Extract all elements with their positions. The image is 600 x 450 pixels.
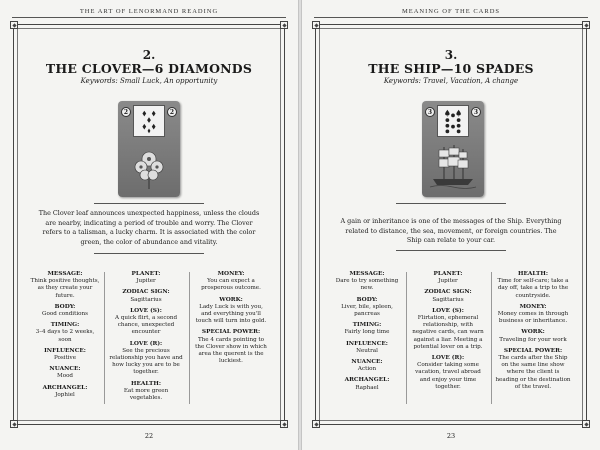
attribute-value: Liver, bile, spleen, pancreas [341,303,393,318]
card-number-heading: 2. [142,48,156,62]
card-keywords: Keywords: Small Luck, An opportunity [80,77,218,85]
corner-ornament [582,420,590,428]
column-divider [491,272,492,404]
sailing-ship-icon [428,141,478,191]
attributes-column [193,271,269,365]
attribute-label: TIMING: [50,322,80,329]
attribute-label: LOVE (R): [129,340,163,347]
card-number-badge: 2 [121,107,131,117]
diamond-icon [134,106,164,136]
corner-ornament [10,21,18,29]
attribute-value: Jupiter [136,278,156,285]
ship-card-image [422,101,484,197]
column-divider [406,272,407,404]
attribute-label: BODY: [54,303,76,310]
card-title: THE CLOVER—6 DIAMONDS [45,61,253,76]
attribute-label: ZODIAC SIGN: [424,289,472,296]
attribute-value: Lady Luck is with you, and everything you'll touch will turn into gold. [195,303,267,325]
attribute-value: Money comes in through business or inheritance. [497,311,569,325]
running-head [302,8,600,15]
attribute-value: Consider taking some vacation, travel abroad and enjoy your time together. [415,362,481,390]
attribute-value: Traveling for your work [499,336,567,343]
attribute-label: WORK: [219,296,243,303]
corner-ornament [280,21,288,29]
attribute-label: BODY: [356,296,378,303]
attribute-value: Good conditions [42,311,88,318]
attribute-value: Sagittarius [432,296,464,303]
attribute-value: The cards after the Ship on the same line show where the client is heading or the destination of the travel. [495,355,571,390]
attribute-label: HEALTH: [131,380,161,387]
page-number: 22 [144,432,154,440]
running-head-text: THE ART OF LENORMAND READING [79,8,219,15]
column-divider [189,272,190,404]
card-number-badge: 2 [167,107,177,117]
playing-card-inset [437,105,469,137]
right-page [302,0,600,450]
attribute-value: Flirtation, ephemeral relationship, with negative cards, can warn against a liar. Meeting a potential lover on a trip. [412,315,484,350]
attribute-label: ARCHANGEL: [42,384,88,391]
attribute-value: Mood [56,373,74,380]
attribute-value: Fairly long time [344,329,390,336]
attribute-label: NUANCE: [351,359,383,366]
clover-card-image [118,101,180,197]
attributes-column [332,271,402,392]
divider-rule [94,253,204,254]
card-title: THE SHIP—10 SPADES [368,61,534,76]
attribute-value: Action [357,366,377,373]
attribute-value: Sagittarius [130,296,162,303]
card-number-badge: 3 [471,107,481,117]
attribute-value: Dare to try something new. [335,278,399,292]
attribute-label: TIMING: [352,322,382,329]
attribute-value: Jupiter [438,278,458,285]
attribute-label: LOVE (S): [130,307,162,314]
attribute-value: A quick flirt, a second chance, unexpected encounter [114,315,178,336]
attribute-value: Eat more green vegetables. [123,387,169,402]
attribute-label: ZODIAC SIGN: [122,289,170,296]
attribute-value: You can expect a prosperous outcome. [201,278,261,292]
attribute-label: MESSAGE: [47,271,83,277]
attribute-label: SPECIAL POWER: [503,347,563,354]
divider-rule [396,203,506,204]
spade-icon [438,106,468,136]
running-head-rule [314,17,588,18]
attribute-value: Neutral [356,347,378,354]
attribute-label: NUANCE: [49,366,81,373]
running-head-rule [12,17,286,18]
clover-flower-icon [124,141,174,191]
corner-ornament [582,21,590,29]
attribute-label: LOVE (S): [432,307,464,314]
attributes-column [30,271,100,399]
card-number-heading: 3. [444,48,458,62]
attribute-label: ARCHANGEL: [344,377,390,384]
left-page [0,0,298,450]
attribute-label: MONEY: [217,271,245,277]
attribute-label: WORK: [521,329,545,336]
attribute-label: INFLUENCE: [44,347,86,354]
corner-ornament [312,420,320,428]
attribute-value: Raphael [355,384,379,391]
attribute-label: HEALTH: [518,271,548,277]
attribute-value: See the precious relationship you have and how lucky you are to be together. [109,347,183,376]
attribute-label: INFLUENCE: [346,340,388,347]
corner-ornament [10,420,18,428]
attribute-label: PLANET: [131,271,161,277]
page-number: 23 [446,432,456,440]
attribute-label: MESSAGE: [349,271,385,277]
attribute-value: Positive [53,355,77,362]
divider-rule [396,250,506,251]
attributes-column [108,271,184,402]
running-head [0,8,298,15]
card-number-badge: 3 [425,107,435,117]
attribute-value: Time for self-care; take a day off, take a trip to the countryside. [497,278,569,299]
playing-card-inset [133,105,165,137]
card-keywords: Keywords: Travel, Vacation, A change [383,77,519,85]
attribute-label: PLANET: [433,271,463,277]
attribute-value: Think positive thoughts, as they create your future. [30,278,100,299]
attribute-value: 3–4 days to 2 weeks, soon [35,329,95,343]
running-head-text: MEANING OF THE CARDS [401,8,501,15]
divider-rule [94,203,204,204]
attributes-column [410,271,486,391]
attribute-value: The 4 cards pointing to the Clover show in which area the querent is the luckiest. [195,336,267,365]
column-divider [104,272,105,404]
attribute-label: SPECIAL POWER: [201,329,261,336]
corner-ornament [280,420,288,428]
attributes-column [495,271,571,391]
attribute-value: Jophiel [55,391,75,398]
attribute-label: LOVE (R): [431,355,465,362]
attribute-label: MONEY: [519,303,547,310]
card-description: The Clover leaf announces unexpected happiness, unless the clouds are nearby, indicating a period of trouble and worry. The Clover refers to a talisman, a lucky charm. It is associated with the color green, the color of abundance and vitality. [38,209,260,246]
card-description: A gain or inheritance is one of the messages of the Ship. Everything related to distance, the sea, movement, or foreign countries. The Ship can relate to your car. [340,217,562,244]
corner-ornament [312,21,320,29]
